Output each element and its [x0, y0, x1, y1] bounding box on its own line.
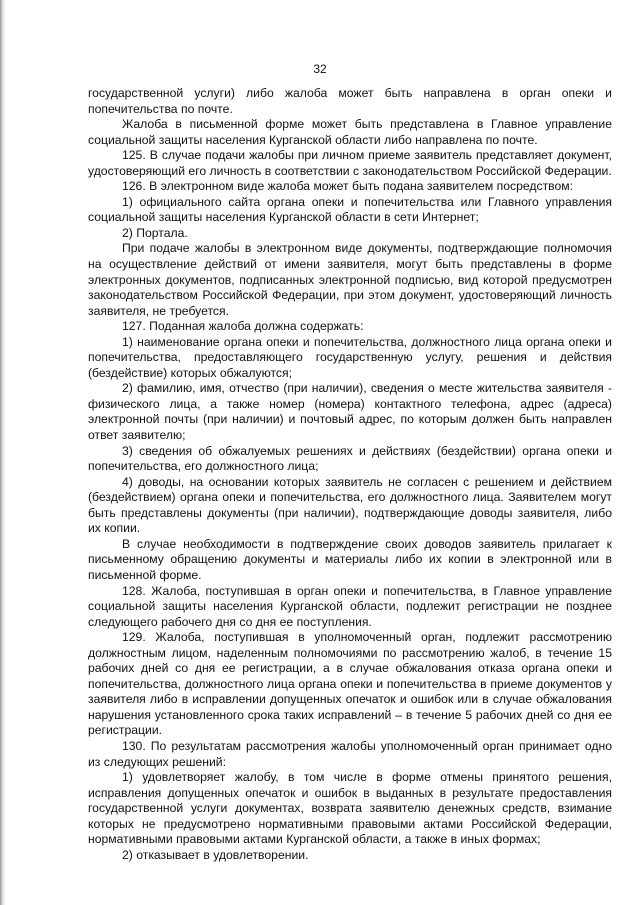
list-item: 4) доводы, на основании которых заявитель не согласен с решением и действием (бездействием) органа опеки и попечительства, его должностного лица. Заявителем могут быть представлены документы (при наличии), подтверждающие доводы заявителя, либо их копии.	[88, 474, 612, 536]
paragraph-129: 129. Жалоба, поступившая в уполномоченный орган, подлежит рассмотрению должностным лицом, наделенным полномочиями по рассмотрению жалоб, в течение 15 рабочих дней со дня ее регистрации, а в случае обжалования отказа органа опеки и попечительства, должностного лица органа опеки и попечительства в приеме документов у заявителя либо в исправлении допущенных опечаток и ошибок или в случае обжалования нарушения установленного срока таких исправлений – в течение 5 рабочих дней со дня ее регистрации.	[88, 630, 612, 738]
page-number: 32	[313, 62, 327, 76]
paragraph-continued: государственной услуги) либо жалоба может быть направлена в орган опеки и попечительства по почте.	[88, 86, 612, 116]
list-item: 1) наименование органа опеки и попечительства, должностного лица органа опеки и попечительства, предоставляющего государственную услугу, решения и действия (бездействие) которых обжалуются;	[88, 334, 612, 380]
paragraph-128: 128. Жалоба, поступившая в орган опеки и попечительства, в Главное управление социальной защиты населения Курганской области, подлежит регистрации не позднее следующего рабочего дня со дня ее поступления.	[88, 583, 612, 629]
list-item: 1) официального сайта органа опеки и попечительства или Главного управления социальной защиты населения Курганской области в сети Интернет;	[88, 194, 612, 225]
paragraph: Жалоба в письменной форме может быть представлена в Главное управление социальной защиты населения Курганской области либо направлена по почте.	[88, 117, 612, 147]
list-item: 1) удовлетворяет жалобу, в том числе в форме отмены принятого решения, исправления допущенных опечаток и ошибок в выданных в результате предоставления государственной услуги документах, возврата заявителю денежных средств, взимание которых не предусмотрено нормативными правовыми актами Российской Федерации, нормативными правовыми актами Курганской области, а также в иных формах;	[88, 770, 612, 847]
list-item: 2) отказывает в удовлетворении.	[122, 847, 309, 862]
paragraph-127: 127. Поданная жалоба должна содержать:	[122, 319, 364, 334]
paragraph-125: 125. В случае подачи жалобы при личном приеме заявитель представляет документ, удостоверяющий его личность в соответствии с законодательством Российской Федерации.	[88, 148, 612, 178]
scan-edge-shadow	[0, 0, 6, 905]
list-item: 2) фамилию, имя, отчество (при наличии), сведения о месте жительства заявителя - физического лица, а также номер (номера) контактного телефона, адрес (адреса) электронной почты (при наличии) и почтовый адрес, по которым должен быть направлен ответ заявителю;	[88, 381, 612, 443]
paragraph: В случае необходимости в подтверждение своих доводов заявитель прилагает к письменному обращению документы и материалы либо их копии в электронной или в письменной форме.	[88, 536, 612, 582]
document-body	[88, 86, 612, 863]
list-item: 2) Портала.	[122, 225, 188, 240]
paragraph: При подаче жалобы в электронном виде документы, подтверждающие полномочия на осуществление действий от имени заявителя, могут быть представлены в форме электронных документов, подписанных электронной подписью, вид которой предусмотрен законодательством Российской Федерации, при этом документ, удостоверяющий личность заявителя, не требуется.	[88, 241, 612, 318]
paragraph-126: 126. В электронном виде жалоба может быть подана заявителем посредством:	[122, 179, 574, 194]
list-item: 3) сведения об обжалуемых решениях и действиях (бездействии) органа опеки и попечительства, его должностного лица;	[88, 443, 612, 474]
paragraph-130: 130. По результатам рассмотрения жалобы уполномоченный орган принимает одно из следующих решений:	[88, 738, 612, 769]
